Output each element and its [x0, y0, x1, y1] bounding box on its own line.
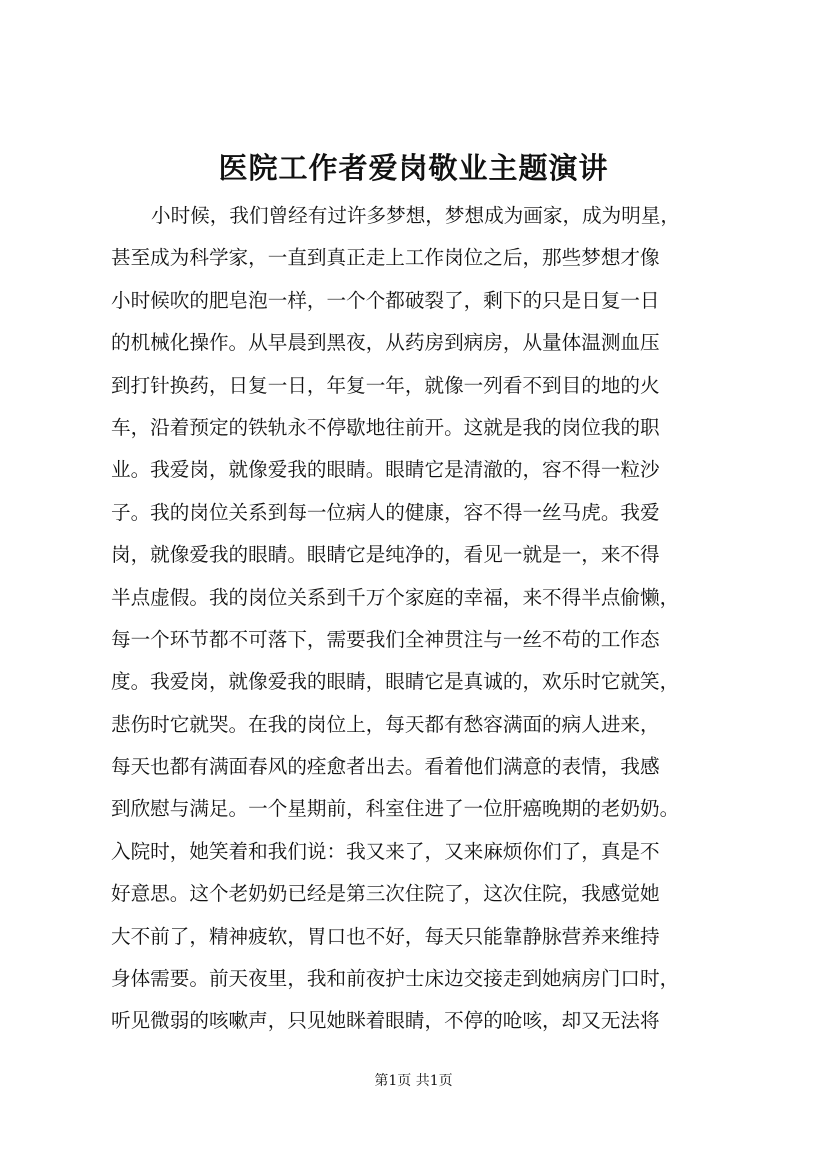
text-line: 半点虚假。我的岗位关系到千万个家庭的幸福，来不得半点偷懒，	[111, 585, 680, 609]
text-line: 入院时，她笑着和我们说：我又来了，又来麻烦你们了，真是不	[111, 839, 660, 863]
text-line: 岗，就像爱我的眼睛。眼睛它是纯净的，看见一就是一，来不得	[111, 543, 660, 567]
text-line: 的机械化操作。从早晨到黑夜，从药房到病房，从量体温测血压	[111, 331, 660, 355]
text-line: 到欣慰与满足。一个星期前，科室住进了一位肝癌晚期的老奶奶。	[111, 797, 680, 821]
text-line: 甚至成为科学家，一直到真正走上工作岗位之后，那些梦想才像	[111, 246, 660, 270]
text-line: 每一个环节都不可落下，需要我们全神贯注与一丝不苟的工作态	[111, 627, 660, 651]
text-line: 听见微弱的咳嗽声，只见她眯着眼睛，不停的呛咳，却又无法将	[111, 1009, 660, 1033]
text-line: 大不前了，精神疲软，胃口也不好，每天只能靠静脉营养来维持	[111, 924, 660, 948]
text-line: 业。我爱岗，就像爱我的眼睛。眼睛它是清澈的，容不得一粒沙	[111, 458, 660, 482]
text-line: 车，沿着预定的铁轨永不停歇地往前开。这就是我的岗位我的职	[111, 415, 660, 439]
text-line: 身体需要。前天夜里，我和前夜护士床边交接走到她病房门口时，	[111, 967, 680, 991]
text-line: 到打针换药，日复一日，年复一年，就像一列看不到目的地的火	[111, 373, 660, 397]
text-line: 小时候，我们曾经有过许多梦想，梦想成为画家，成为明星，	[151, 204, 681, 227]
page-footer: 第1页 共1页	[374, 1073, 453, 1089]
text-line: 度。我爱岗，就像爱我的眼睛，眼睛它是真诚的，欢乐时它就笑，	[111, 670, 680, 694]
body-paragraph	[111, 195, 717, 1043]
text-line: 每天也都有满面春风的痊愈者出去。看着他们满意的表情，我感	[111, 755, 660, 779]
text-line: 小时候吹的肥皂泡一样，一个个都破裂了，剩下的只是日复一日	[111, 288, 660, 312]
document-title: 医院工作者爱岗敬业主题演讲	[218, 151, 609, 185]
text-line: 子。我的岗位关系到每一位病人的健康，容不得一丝马虎。我爱	[111, 500, 660, 524]
text-line: 好意思。这个老奶奶已经是第三次住院了，这次住院，我感觉她	[111, 882, 660, 906]
text-line: 悲伤时它就哭。在我的岗位上，每天都有愁容满面的病人进来，	[111, 712, 660, 736]
